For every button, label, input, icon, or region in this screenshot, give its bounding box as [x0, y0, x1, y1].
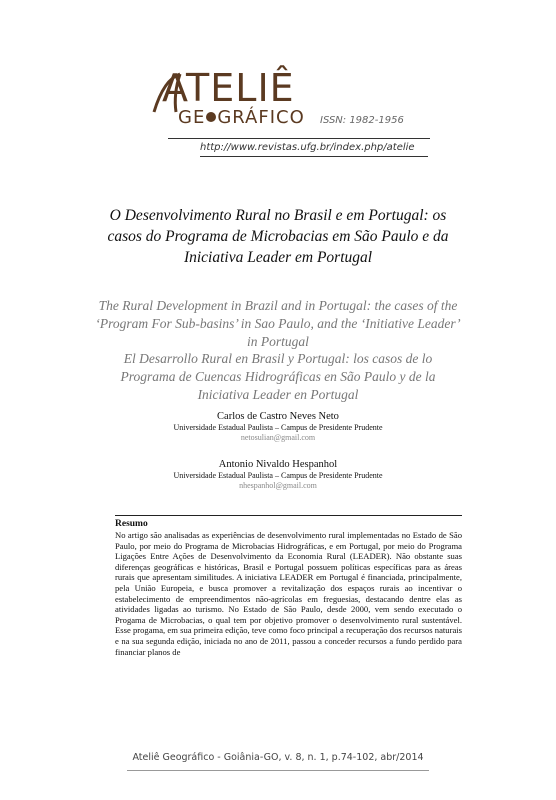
logo-bottom-pre: GE [178, 107, 206, 128]
title-spanish: El Desarrollo Rural en Brasil y Portugal: los casos de lo Programa de Cuencas Hidrográficas en São Paulo y de la Iniciativa Leader en Portugal [120, 351, 436, 402]
header-divider [168, 138, 430, 139]
abstract-heading: Resumo [115, 519, 148, 529]
author-name: Antonio Nivaldo Hespanhol [218, 459, 338, 470]
title-english: The Rural Development in Brazil and in Portugal: the cases of the ‘Program For Sub-basins’ in Sao Paulo, and the ‘Initiative Leader’ in Portugal [95, 298, 461, 349]
page-footer: Ateliê Geográfico - Goiânia-GO, v. 8, n. 1, p.74-102, abr/2014 [132, 752, 424, 763]
abstract-text: No artigo são analisadas as experiências de desenvolvimento rural implementadas no Estado de São Paulo, por meio do Programa de Microbacias Hidrográficas, e em Portugal, por meio do Programa Ligações Entre Ações de Desenvolvimento da Economia Rural (LEADER). Não obstante suas diferenças geográficas e históricas, Brasil e Portugal possuem políticas específicas para as áreas rurais que apresentam similitudes. A iniciativa LEADER em Portugal é financiada, principalmente, pela União Europeia, e busca promover a revitalização dos espaços rurais ao incentivar o estabelecimento de empreendimentos não-agrícolas em freguesias, destacando dentre elas as atividades ligadas ao turismo. No Estado de São Paulo, desde 2000, vem sendo executado o Progama de Microbacias, o qual tem por objetivo promover o desenvolvimento rural sustentável. Esse progama, em sua primeira edição, teve como foco principal a recuperação dos recursos naturais e na sua segunda edição, iniciada no ano de 2011, passou a conceder recursos a fundo perdido para financiar planos de [115, 530, 462, 657]
logo-bottom-post: GRÁFICO [217, 107, 305, 128]
author-name: Carlos de Castro Neves Neto [217, 411, 339, 422]
issn-label: ISSN: 1982-1956 [320, 115, 404, 126]
logo-bottom-text [178, 108, 305, 128]
author-email[interactable]: nhespanhol@gmail.com [239, 481, 317, 490]
author-affiliation: Universidade Estadual Paulista – Campus de Presidente Prudente [173, 423, 383, 432]
globe-icon [206, 112, 216, 122]
title-portuguese: O Desenvolvimento Rural no Brasil e em Portugal: os casos do Programa de Microbacias em São Paulo e da Iniciativa Leader em Portugal [107, 207, 449, 266]
author-block [100, 410, 456, 443]
author-affiliation: Universidade Estadual Paulista – Campus de Presidente Prudente [173, 471, 383, 480]
journal-url-link[interactable]: http://www.revistas.ufg.br/index.php/atelie [200, 142, 415, 153]
abstract-divider [115, 515, 462, 516]
author-block [100, 458, 456, 491]
logo-top-text: ATELIÊ [162, 66, 295, 110]
url-underline [200, 156, 428, 157]
journal-logo [150, 68, 410, 148]
footer-divider [127, 770, 429, 771]
author-email[interactable]: netosulian@gmail.com [240, 433, 316, 442]
